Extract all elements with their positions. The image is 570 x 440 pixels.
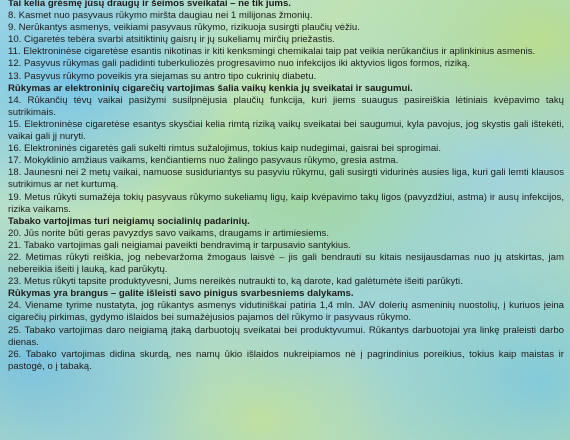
section-heading: Rūkymas yra brangus – galite išleisti savo pinigus svarbesniems dalykams. [8, 288, 354, 300]
list-item: 24. Viename tyrime nustatyta, jog rūkantys asmenys vidutiniškai patiria 1,4 mln. JAV dolerių asmeninių nuostolių, į kuriuos įeina cigarečių pirkimas, gydymo išlaidos bei sumažėjusios pajamos dėl rūkymo ir pasyvaus rūkymo. [8, 300, 564, 324]
list-item: 16. Elektroninės cigaretės gali sukelti rimtus sužalojimus, tokius kaip nudegimai, gaisrai bei sprogimai. [8, 143, 441, 155]
list-item: 22. Metimas rūkyti reiškia, jog nebevaržoma žmogaus laisvė – jis gali bendrauti su kitais nesijausdamas nuo jų atskirtas, jam nebereikia išeiti į lauką, kad parūkytų. [8, 251, 564, 276]
list-item: 13. Pasyvus rūkymo poveikis yra siejamas su antro tipo cukrinių diabetu. [8, 70, 317, 82]
list-item: 11. Elektroninėse cigaretėse esantis nikotinas ir kiti kenksmingi chemikalai taip pat veikia nerūkančius ir aplinkinius asmenis. [8, 46, 536, 58]
list-item: 17. Mokyklinio amžiaus vaikams, kenčiantiems nuo žalingo pasyvaus rūkymo, gresia astma. [8, 155, 399, 167]
list-item: 25. Tabako vartojimas daro neigiamą įtaką darbuotojų sveikatai bei produktyvumui. Rūkantys darbuotojai yra linkę praleisti darbo dienas. [8, 324, 564, 348]
list-item: 15. Elektroninėse cigaretėse esantys skysčiai kelia rimtą riziką vaikų sveikatai bei saugumui, kyla pavojus, jog skystis gali ištekėti, vaikai gali jį nuryti. [8, 118, 564, 143]
list-item: 10. Cigaretės tebėra svarbi atsitiktinių gaisrų ir jų sukeliamų mirčių priežastis. [8, 34, 335, 46]
list-item: 23. Metus rūkyti tapsite produktyvesni, Jums nereikės nutraukti to, ką darote, kad galėtumėte išeiti parūkyti. [8, 276, 463, 288]
list-item: 19. Metus rūkyti sumažėja tokių pasyvaus rūkymo sukeliamų ligų, kaip kvėpavimo takų ligos (pavyzdžiui, astma) ir ausų infekcijos, rizika vaikams. [8, 191, 564, 215]
list-item: 21. Tabako vartojimas gali neigiamai paveikti bendravimą ir tarpusavio santykius. [8, 239, 351, 251]
list-item: 18. Jaunesni nei 2 metų vaikai, namuose susiduriantys su pasyviu rūkymu, gali susirgti vidurinės ausies liga, kuri gali lemti klausos sutrikimus ar net kurtumą. [8, 167, 564, 191]
list-item: 8. Kasmet nuo pasyvaus rūkymo miršta daugiau nei 1 milijonas žmonių. [8, 10, 313, 22]
list-item: 26. Tabako vartojimas didina skurdą, nes namų ūkio išlaidos nukreipiamos nė į pagrindinius poreikius, tokius kaip maistas ir pastogė, o į tabaką. [8, 348, 564, 372]
list-item: 12. Pasyvus rūkymas gali padidinti tuberkuliozės progresavimo nuo infekcijos iki aktyvios ligos formos, riziką. [8, 58, 470, 70]
list-item: 20. Jūs norite būti geras pavyzdys savo vaikams, draugams ir artimiesiems. [8, 227, 329, 239]
list-item: 14. Rūkančių tėvų vaikai pasižymi susilpnėjusia plaučių funkcija, kuri jiems suaugus pasireiškia lėtiniais kvėpavimo takų sutrikimais. [8, 94, 564, 118]
list-item: 9. Nerūkantys asmenys, veikiami pasyvaus rūkymo, rizikuoja susirgti plaučių vėžiu. [8, 22, 360, 34]
section-heading: Tai kelia grėsmę jūsų draugų ir šeimos sveikatai – ne tik jums. [8, 0, 291, 9]
section-heading: Tabako vartojimas turi neigiamų socialinių padarinių. [8, 215, 250, 227]
section-heading: Rūkymas ar elektroninių cigarečių vartojimas šalia vaikų kenkia jų sveikatai ir saugumui. [8, 82, 413, 94]
document-text [8, 0, 564, 373]
